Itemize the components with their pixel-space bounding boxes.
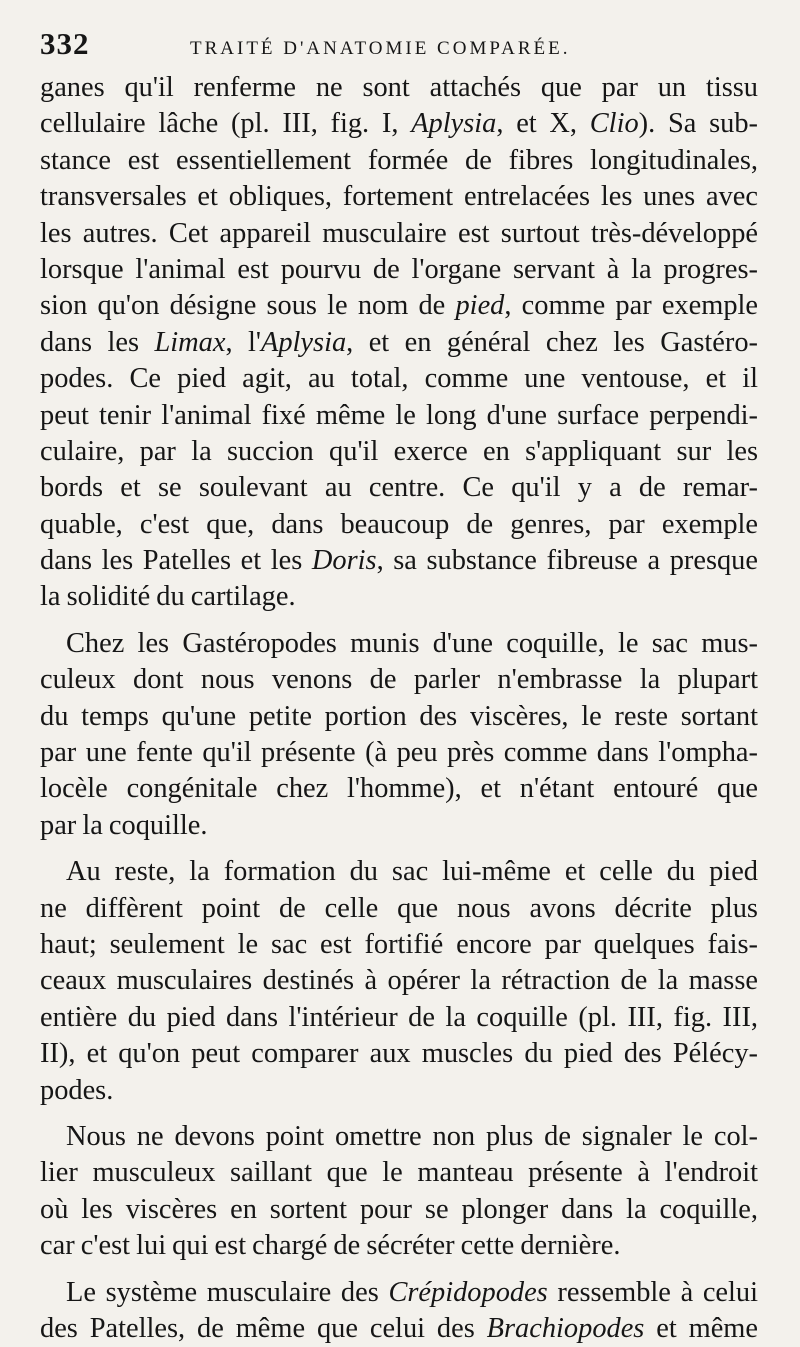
text-line: où les viscères en sortent pour se plonger dans la coquille, — [40, 1192, 758, 1228]
text-line: ne diffèrent point de celle que nous avons décrite plus — [40, 891, 758, 927]
paragraph-gap — [40, 1265, 758, 1275]
paragraph — [40, 70, 758, 616]
body-text — [40, 70, 758, 1347]
paragraph-gap — [40, 1109, 758, 1119]
text-line: les autres. Cet appareil musculaire est surtout très-développé — [40, 216, 758, 252]
text-line: podes. Ce pied agit, au total, comme une ventouse, et il — [40, 361, 758, 397]
text-line: entière du pied dans l'intérieur de la coquille (pl. III, fig. III, — [40, 1000, 758, 1036]
paragraph-gap — [40, 616, 758, 626]
text-line: bords et se soulevant au centre. Ce qu'il y a de remar- — [40, 470, 758, 506]
text-line: des Patelles, de même que celui des Brachiopodes et même — [40, 1311, 758, 1347]
text-line: II), et qu'on peut comparer aux muscles du pied des Pélécy- — [40, 1036, 758, 1072]
text-line: du temps qu'une petite portion des viscères, le reste sortant — [40, 699, 758, 735]
text-line: Chez les Gastéropodes munis d'une coquille, le sac mus- — [40, 626, 758, 662]
text-line: haut; seulement le sac est fortifié encore par quelques fais- — [40, 927, 758, 963]
paragraph — [40, 854, 758, 1109]
text-line: par la coquille. — [40, 808, 758, 844]
text-line: lorsque l'animal est pourvu de l'organe servant à la progres- — [40, 252, 758, 288]
text-line: car c'est lui qui est chargé de sécréter cette dernière. — [40, 1228, 758, 1264]
text-line: la solidité du cartilage. — [40, 579, 758, 615]
text-line: stance est essentiellement formée de fibres longitudinales, — [40, 143, 758, 179]
text-line: lier musculeux saillant que le manteau présente à l'endroit — [40, 1155, 758, 1191]
paragraph — [40, 1275, 758, 1347]
text-line: culaire, par la succion qu'il exerce en s'appliquant sur les — [40, 434, 758, 470]
text-line: podes. — [40, 1073, 758, 1109]
text-line: cellulaire lâche (pl. III, fig. I, Aplysia, et X, Clio). Sa sub- — [40, 106, 758, 142]
text-line: dans les Limax, l'Aplysia, et en général chez les Gastéro- — [40, 325, 758, 361]
text-line: sion qu'on désigne sous le nom de pied, comme par exemple — [40, 288, 758, 324]
page-number: 332 — [40, 26, 190, 62]
text-line: Le système musculaire des Crépidopodes ressemble à celui — [40, 1275, 758, 1311]
paragraph — [40, 626, 758, 844]
page-header — [40, 26, 758, 70]
text-line: quable, c'est que, dans beaucoup de genres, par exemple — [40, 507, 758, 543]
text-line: locèle congénitale chez l'homme), et n'étant entouré que — [40, 771, 758, 807]
text-line: ceaux musculaires destinés à opérer la rétraction de la masse — [40, 963, 758, 999]
text-line: Au reste, la formation du sac lui-même et celle du pied — [40, 854, 758, 890]
text-line: ganes qu'il renferme ne sont attachés que par un tissu — [40, 70, 758, 106]
text-line: dans les Patelles et les Doris, sa substance fibreuse a presque — [40, 543, 758, 579]
text-line: Nous ne devons point omettre non plus de signaler le col- — [40, 1119, 758, 1155]
paragraph — [40, 1119, 758, 1265]
text-line: par une fente qu'il présente (à peu près comme dans l'ompha- — [40, 735, 758, 771]
running-title: TRAITÉ D'ANATOMIE COMPARÉE. — [190, 38, 571, 60]
text-line: transversales et obliques, fortement entrelacées les unes avec — [40, 179, 758, 215]
text-line: culeux dont nous venons de parler n'embrasse la plupart — [40, 662, 758, 698]
paragraph-gap — [40, 844, 758, 854]
text-line: peut tenir l'animal fixé même le long d'une surface perpendi- — [40, 398, 758, 434]
